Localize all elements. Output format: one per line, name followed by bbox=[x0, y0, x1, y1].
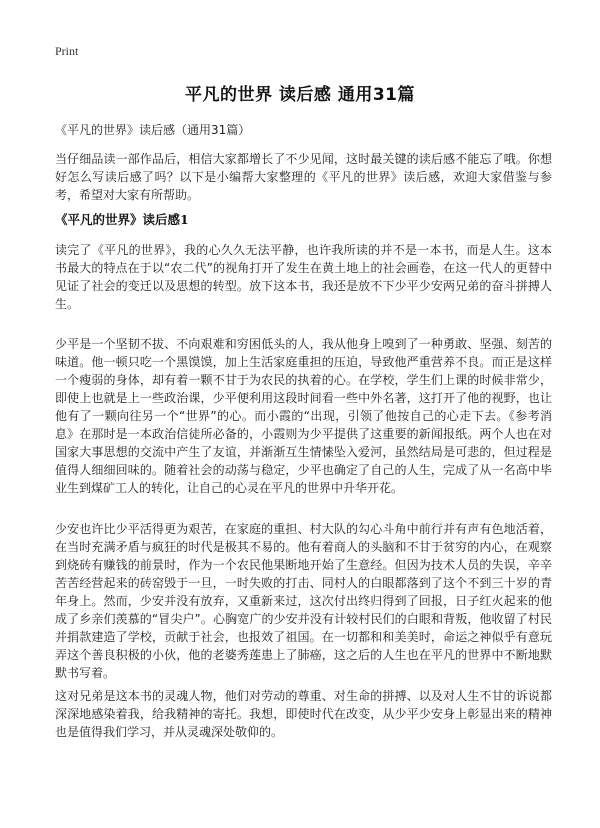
intro-paragraph: 当仔细品读一部作品后，相信大家都增长了不少见闻，这时最关键的读后感不能忘了哦。你想好怎么写读后感了吗？以下是小编帮大家整理的《平凡的世界》读后感，欢迎大家借鉴与参考，希望对大家有所帮助。 bbox=[55, 152, 552, 202]
page-subtitle: 《平凡的世界》读后感（通用31篇） bbox=[55, 123, 251, 137]
print-label[interactable]: Print bbox=[55, 44, 79, 58]
page-title: 平凡的世界 读后感 通用31篇 bbox=[185, 85, 415, 105]
body-paragraph-4: 这对兄弟是这本书的灵魂人物，他们对劳动的尊重、对生命的拼搏、以及对人生不甘的诉说都深深地感染着我，给我精神的寄托。我想，即使时代在改变，从少平少安身上彰显出来的精神也是值得我们学习，并从灵魂深处敬仰的。 bbox=[55, 689, 552, 739]
section-heading: 《平凡的世界》读后感1 bbox=[55, 212, 189, 227]
body-paragraph-3: 少安也许比少平活得更为艰苦，在家庭的重担、村大队的勾心斗角中前行并有声有色地活着，在当时充满矛盾与疯狂的时代是极其不易的。他有着商人的头脑和不甘于贫穷的内心，在观察到烧砖有赚钱的前景时，作为一个农民他果断地开始了生意经。但因为技术人员的失误，辛辛苦苦经营起来的砖窑毁于一旦，一时失败的打击、同村人的白眼都落到了这个不到三十岁的青年身上。然而，少安并没有放弃，又重新来过，这次付出终归得到了回报，日子红火起来的他成了乡亲们羡慕的“冒尖户”。心胸宽广的少安并没有计较村民们的白眼和背叛，他收留了村民并捐款建造了学校，贡献于社会，也报效了祖国。在一切都和和美美时，命运之神似乎有意玩弄这个善良积极的小伙，他的老婆秀莲患上了肺癌，这之后的人生也在平凡的世界中不断地默默书写着。 bbox=[55, 522, 552, 680]
body-paragraph-1: 读完了《平凡的世界》，我的心久久无法平静，也许我所读的并不是一本书，而是人生。这本书最大的特点在于以“农二代”的视角打开了发生在黄土地上的社会画卷，在这一代人的更替中见证了社会的变迁以及思想的转型。放下这本书，我还是放不下少平少安两兄弟的奋斗拼搏人生。 bbox=[55, 243, 552, 311]
body-paragraph-2: 少平是一个坚韧不拔、不向艰难和穷困低头的人，我从他身上嗅到了一种勇敢、坚强、刻苦的味道。他一顿只吃一个黑馍馍，加上生活家庭重担的压迫，导致他严重营养不良。而正是这样一个瘦弱的身体，却有着一颗不甘于为农民的执着的心。在学校，学生们上课的时候非常少，即使上也就是上一些政治课，少平便利用这段时间看一些中外名著，这打开了他的视野，也让他有了一颗向往另一个“世界”的心。而小霞的“出现，引领了他按自己的心走下去。《参考消息》在那时是一本政治信徒所必备的，小霞则为少平提供了这重要的新闻报纸。两个人也在对国家大事思想的交流中产生了友谊，并渐渐互生情愫坠入爱河，虽然结局是可悲的，但过程是值得人细细回味的。随着社会的动荡与稳定，少平也确定了自己的人生，完成了从一名高中毕业生到煤矿工人的转化，让自己的心灵在平凡的世界中升华开花。 bbox=[55, 337, 552, 495]
